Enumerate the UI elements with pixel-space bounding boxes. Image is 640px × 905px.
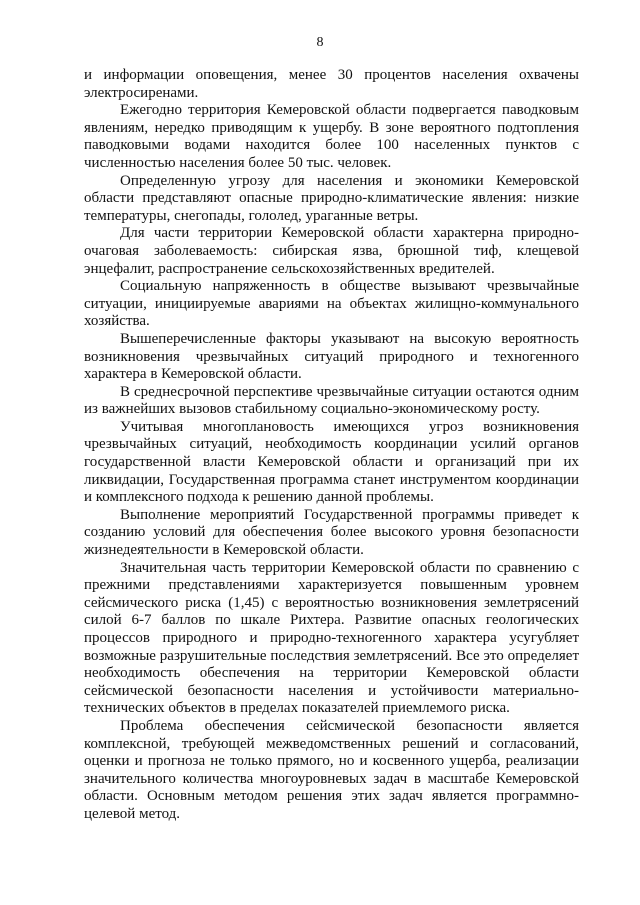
paragraph-medium-term-outlook: В среднесрочной перспективе чрезвычайные ситуации остаются одним из важнейших вызовов стабильному социально-экономическому росту. <box>84 383 579 418</box>
paragraph-floods: Ежегодно территория Кемеровской области подвергается паводковым явлениям, нередко приводящим к ущербу. В зоне вероятного подтопления паводковыми водами находится более 100 населенных пунктов с численностью населения более 50 тыс. человек. <box>84 102 579 171</box>
paragraph-seismic-problem: Проблема обеспечения сейсмической безопасности является комплексной, требующей межведомственных решений и согласований, оценки и прогноза не только прямого, но и косвенного ущерба, реализации значительного количества многоуровневых задач в масштабе Кемеровской области. Основным методом решения этих задач является программно-целевой метод. <box>84 717 579 822</box>
paragraph-seismic-risk: Значительная часть территории Кемеровской области по сравнению с прежними представлениями характеризуется повышенным уровнем сейсмического риска (1,45) с вероятностью возникновения землетрясений силой 6-7 баллов по шкале Рихтера. Развитие опасных геологических процессов природного и природно-техногенного характера усугубляет возможные разрушительные последствия землетрясений. Все это определяет необходимость обеспечения на территории Кемеровской области сейсмической безопасности населения и устойчивости материально-технических объектов в пределах показателей приемлемого риска. <box>84 559 579 717</box>
paragraph-risk-factors: Вышеперечисленные факторы указывают на высокую вероятность возникновения чрезвычайных ситуаций природного и техногенного характера в Кемеровской области. <box>84 330 579 383</box>
paragraph-coordination: Учитывая многоплановость имеющихся угроз возникновения чрезвычайных ситуаций, необходимость координации усилий органов государственной власти Кемеровской области и организаций при их ликвидации, Государственная программа станет инструментом координации и комплексного подхода к решению данной проблемы. <box>84 418 579 506</box>
paragraph-climate-threats: Определенную угрозу для населения и экономики Кемеровской области представляют опасные природно-климатические явления: низкие температуры, снегопады, гололед, ураганные ветры. <box>84 172 579 224</box>
page-number: 8 <box>316 35 324 50</box>
paragraph-program-measures: Выполнение мероприятий Государственной программы приведет к созданию условий для обеспечения более высокого уровня безопасности жизнедеятельности в Кемеровской области. <box>84 506 579 559</box>
paragraph-social-tension: Социальную напряженность в обществе вызывают чрезвычайные ситуации, инициируемые авариями на объектах жилищно-коммунального хозяйства. <box>84 278 579 330</box>
paragraph-natural-focal-diseases: Для части территории Кемеровской области характерна природно-очаговая заболеваемость: сибирская язва, брюшной тиф, клещевой энцефалит, распространение сельскохозяйственных вредителей. <box>84 225 579 277</box>
document-body <box>84 67 579 824</box>
paragraph-continuation: и информации оповещения, менее 30 процентов населения охвачены электросиренами. <box>84 67 579 101</box>
